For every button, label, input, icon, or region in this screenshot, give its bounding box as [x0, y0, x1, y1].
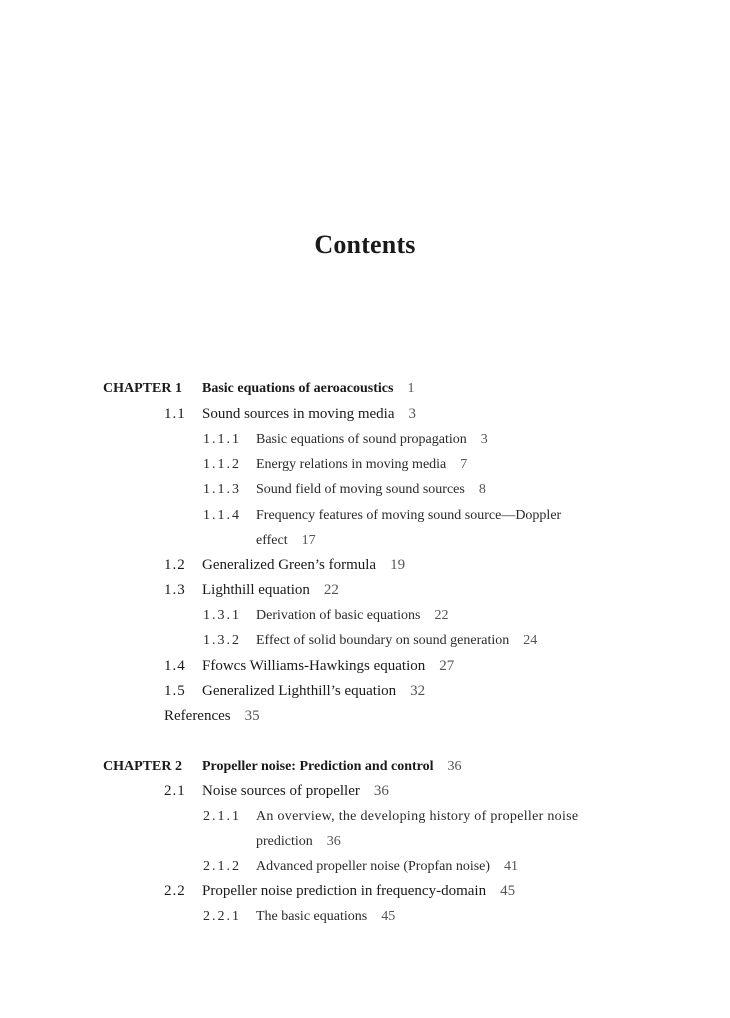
page-number: 7 [460, 457, 468, 472]
page-number: 8 [478, 482, 486, 497]
section-title: Propeller noise prediction in frequency-domain [202, 883, 487, 899]
section-title: Noise sources of propeller [202, 783, 360, 799]
section-number: 2.1 [164, 783, 186, 799]
section-title-continuation: effect [256, 533, 288, 548]
page-number: 27 [439, 658, 455, 674]
section-title: Sound field of moving sound sources [256, 482, 465, 497]
section-number: 1.3.2 [203, 633, 241, 648]
section-number: 1.1.2 [203, 457, 241, 472]
section-title: Generalized Lighthill’s equation [202, 683, 397, 699]
section-title: Generalized Green’s formula [202, 557, 377, 573]
section-title: An overview, the developing history of propeller noise [256, 809, 579, 824]
section-number: 1.1.3 [203, 482, 241, 497]
page-number: 36 [373, 783, 389, 799]
page-number: 41 [504, 859, 519, 874]
section-title: Frequency features of moving sound source—Doppler [256, 508, 562, 523]
chapter-title: Propeller noise: Prediction and control [202, 759, 434, 774]
page-number: 45 [500, 883, 516, 899]
section-number: 2.1.1 [203, 809, 241, 824]
page-number: 19 [390, 557, 406, 573]
page-number: 22 [434, 608, 449, 623]
page-number: 17 [301, 533, 316, 548]
section-title: References [164, 708, 231, 724]
chapter-title: Basic equations of aeroacoustics [202, 381, 394, 396]
section-number: 1.2 [164, 557, 186, 573]
section-title-continuation: prediction [256, 834, 313, 849]
section-number: 2.1.2 [203, 859, 241, 874]
section-title: Lighthill equation [202, 582, 310, 598]
page-number: 35 [244, 708, 260, 724]
page-number: 36 [447, 759, 462, 774]
chapter-label: CHAPTER 1 [103, 381, 182, 396]
section-number: 1.1.4 [203, 508, 241, 523]
page-number: 3 [480, 432, 488, 447]
section-number: 2.2 [164, 883, 186, 899]
section-title: Derivation of basic equations [256, 608, 421, 623]
section-title: Sound sources in moving media [202, 406, 395, 422]
page-number: 24 [523, 633, 538, 648]
page-number: 3 [408, 406, 416, 422]
section-number: 1.5 [164, 683, 186, 699]
section-title: Advanced propeller noise (Propfan noise) [256, 859, 491, 874]
page-number: 22 [323, 582, 339, 598]
section-title: Energy relations in moving media [256, 457, 447, 472]
page-number: 1 [407, 381, 415, 396]
section-number: 1.4 [164, 658, 186, 674]
section-title: The basic equations [256, 909, 368, 924]
section-title: Ffowcs Williams-Hawkings equation [202, 658, 426, 674]
section-title: Basic equations of sound propagation [256, 432, 467, 447]
section-title: Effect of solid boundary on sound generation [256, 633, 510, 648]
section-number: 1.3 [164, 582, 186, 598]
page-title: Contents [314, 230, 416, 259]
page-number: 32 [410, 683, 426, 699]
page-number: 45 [381, 909, 396, 924]
section-number: 1.1.1 [203, 432, 241, 447]
section-number: 1.1 [164, 406, 186, 422]
page-number: 36 [326, 834, 341, 849]
chapter-label: CHAPTER 2 [103, 759, 182, 774]
section-number: 2.2.1 [203, 909, 241, 924]
section-number: 1.3.1 [203, 608, 241, 623]
